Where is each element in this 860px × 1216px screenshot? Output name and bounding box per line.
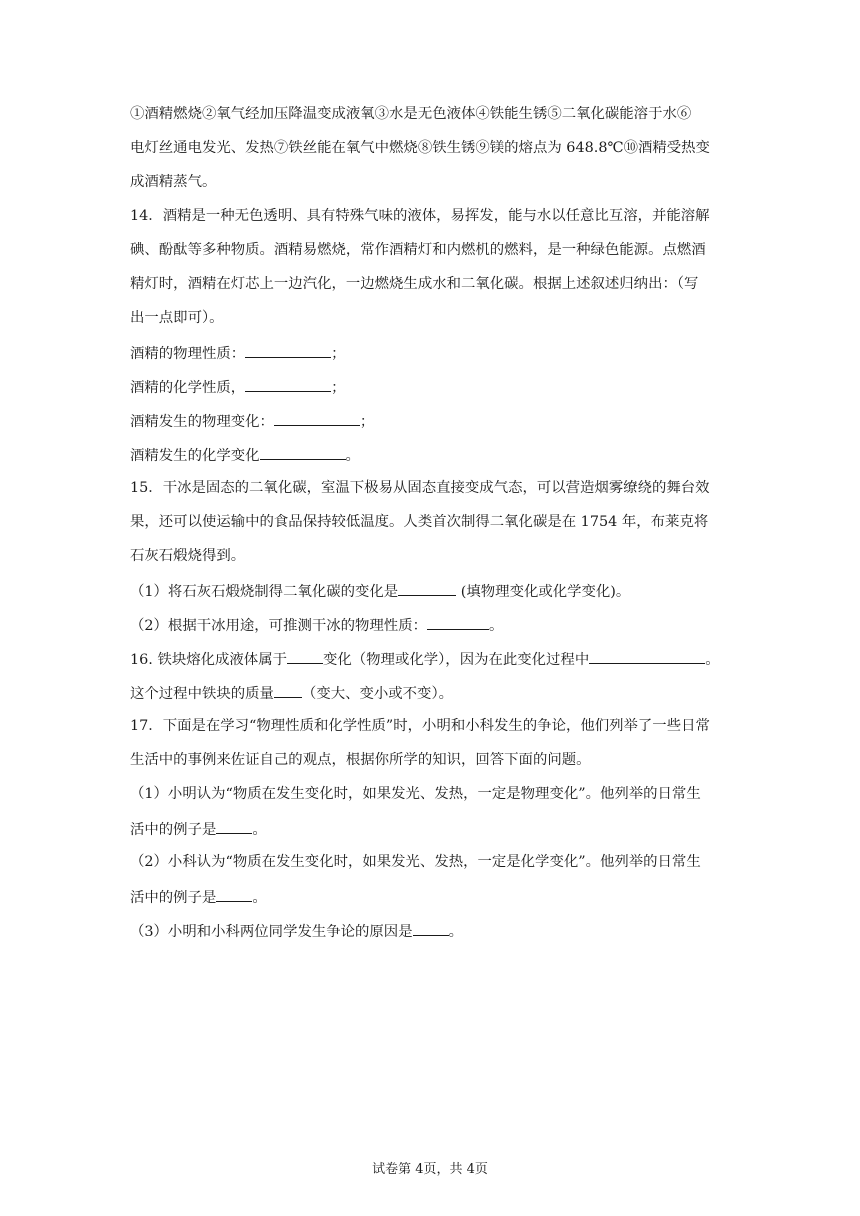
q16-line-1 [130,648,732,682]
q17-sub-2-line-1: （2）小科认为“物质在发生变化时，如果发光、发热，一定是化学变化”。他列举的日常生 [130,854,701,870]
q16-text-d: 这个过程中铁块的质量 [130,686,274,702]
q14-physical-change [130,410,732,444]
intro-line-1: ①酒精燃烧②氧气经加压降温变成液氧③水是无色液体④铁能生锈⑤二氧化碳能溶于水⑥ [130,106,692,122]
q17-line-2: 生活中的事例来佐证自己的观点，根据你所学的知识，回答下面的问题。 [130,752,591,768]
q17-sub-3-text: （3）小明和小科两位同学发生争论的原因是 [130,924,413,940]
answer-blank[interactable] [216,886,252,902]
q14-chemical-change [130,444,732,478]
answer-blank[interactable] [589,648,705,664]
q17-sub-1-text: 活中的例子是 [130,822,217,838]
punctuation: 。 [488,618,504,634]
exam-page [130,104,732,954]
answer-blank[interactable] [427,614,489,630]
punctuation: ； [359,414,375,430]
q17-sub-1-line-1: （1）小明认为“物质在发生变化时，如果发光、发热，一定是物理变化”。他列举的日常生 [130,786,701,802]
page-footer: 试卷第 4页，共 4页 [372,1162,488,1177]
q15-sub-2 [130,614,732,648]
q17-sub-1-line-2 [130,818,732,852]
q14-physical-change-label: 酒精发生的物理变化： [130,414,274,430]
q16-text-a: 16. 铁块熔化成液体属于 [130,652,287,668]
q15-sub-2-text: （2）根据干冰用途，可推测干冰的物理性质： [130,618,427,634]
q14-physical-property-label: 酒精的物理性质： [130,346,246,362]
q15-sub-1-hint: (填物理变化或化学变化)。 [456,584,631,600]
q15-sub-1-text: （1）将石灰石煅烧制得二氧化碳的变化是 [130,584,399,600]
q14-chemical-property [130,376,732,410]
punctuation: ； [331,380,346,396]
answer-blank[interactable] [274,682,302,698]
q17-sub-3 [130,920,732,954]
q16-text-b: 变化（物理或化学），因为在此变化过程中 [322,652,590,668]
answer-blank[interactable] [274,410,360,426]
intro-line-3: 成酒精蒸气。 [130,174,217,190]
q14-chemical-property-label: 酒精的化学性质， [130,380,246,396]
q14-chemical-change-label: 酒精发生的化学变化 [130,448,260,464]
q14-line-2: 碘、酚酞等多种物质。酒精易燃烧，常作酒精灯和内燃机的燃料，是一种绿色能源。点燃酒 [130,242,706,258]
intro-line-2: 电灯丝通电发光、发热⑦铁丝能在氧气中燃烧⑧铁生锈⑨镁的熔点为 648.8℃⑩酒精受热变 [130,140,710,156]
answer-blank[interactable] [398,580,456,596]
answer-blank[interactable] [216,818,252,834]
answer-blank[interactable] [413,920,449,936]
q15-line-2: 果，还可以使运输中的食品保持较低温度。人类首次制得二氧化碳是在 1754 年，布莱克将 [130,514,709,530]
q14-line-3: 精灯时，酒精在灯芯上一边汽化，一边燃烧生成水和二氧化碳。根据上述叙述归纳出：（写 [130,276,699,292]
q14-line-1: 14．酒精是一种无色透明、具有特殊气味的液体，易挥发，能与水以任意比互溶，并能溶解 [130,208,710,224]
q15-line-3: 石灰石煅烧得到。 [130,548,246,564]
answer-blank[interactable] [287,648,323,664]
punctuation: 。 [448,924,463,940]
q16-line-2 [130,682,732,716]
answer-blank[interactable] [245,342,331,358]
q14-line-4: 出一点即可）。 [130,310,224,326]
punctuation: 。 [252,890,267,906]
punctuation: ； [331,346,346,362]
punctuation: 。 [252,822,267,838]
punctuation: 。 [345,448,360,464]
q15-line-1: 15．干冰是固态的二氧化碳，室温下极易从固态直接变成气态，可以营造烟雾缭绕的舞台效 [130,480,710,496]
answer-blank[interactable] [260,444,346,460]
q15-sub-1 [130,580,732,614]
q14-physical-property [130,342,732,376]
q17-sub-2-line-2 [130,886,732,920]
q16-text-e: （变大、变小或不变）。 [301,686,454,702]
punctuation: 。 [705,652,720,668]
answer-blank[interactable] [245,376,331,392]
q17-line-1: 17．下面是在学习“物理性质和化学性质”时，小明和小科发生的争论，他们列举了一些日常 [130,718,710,734]
q17-sub-2-text: 活中的例子是 [130,890,217,906]
